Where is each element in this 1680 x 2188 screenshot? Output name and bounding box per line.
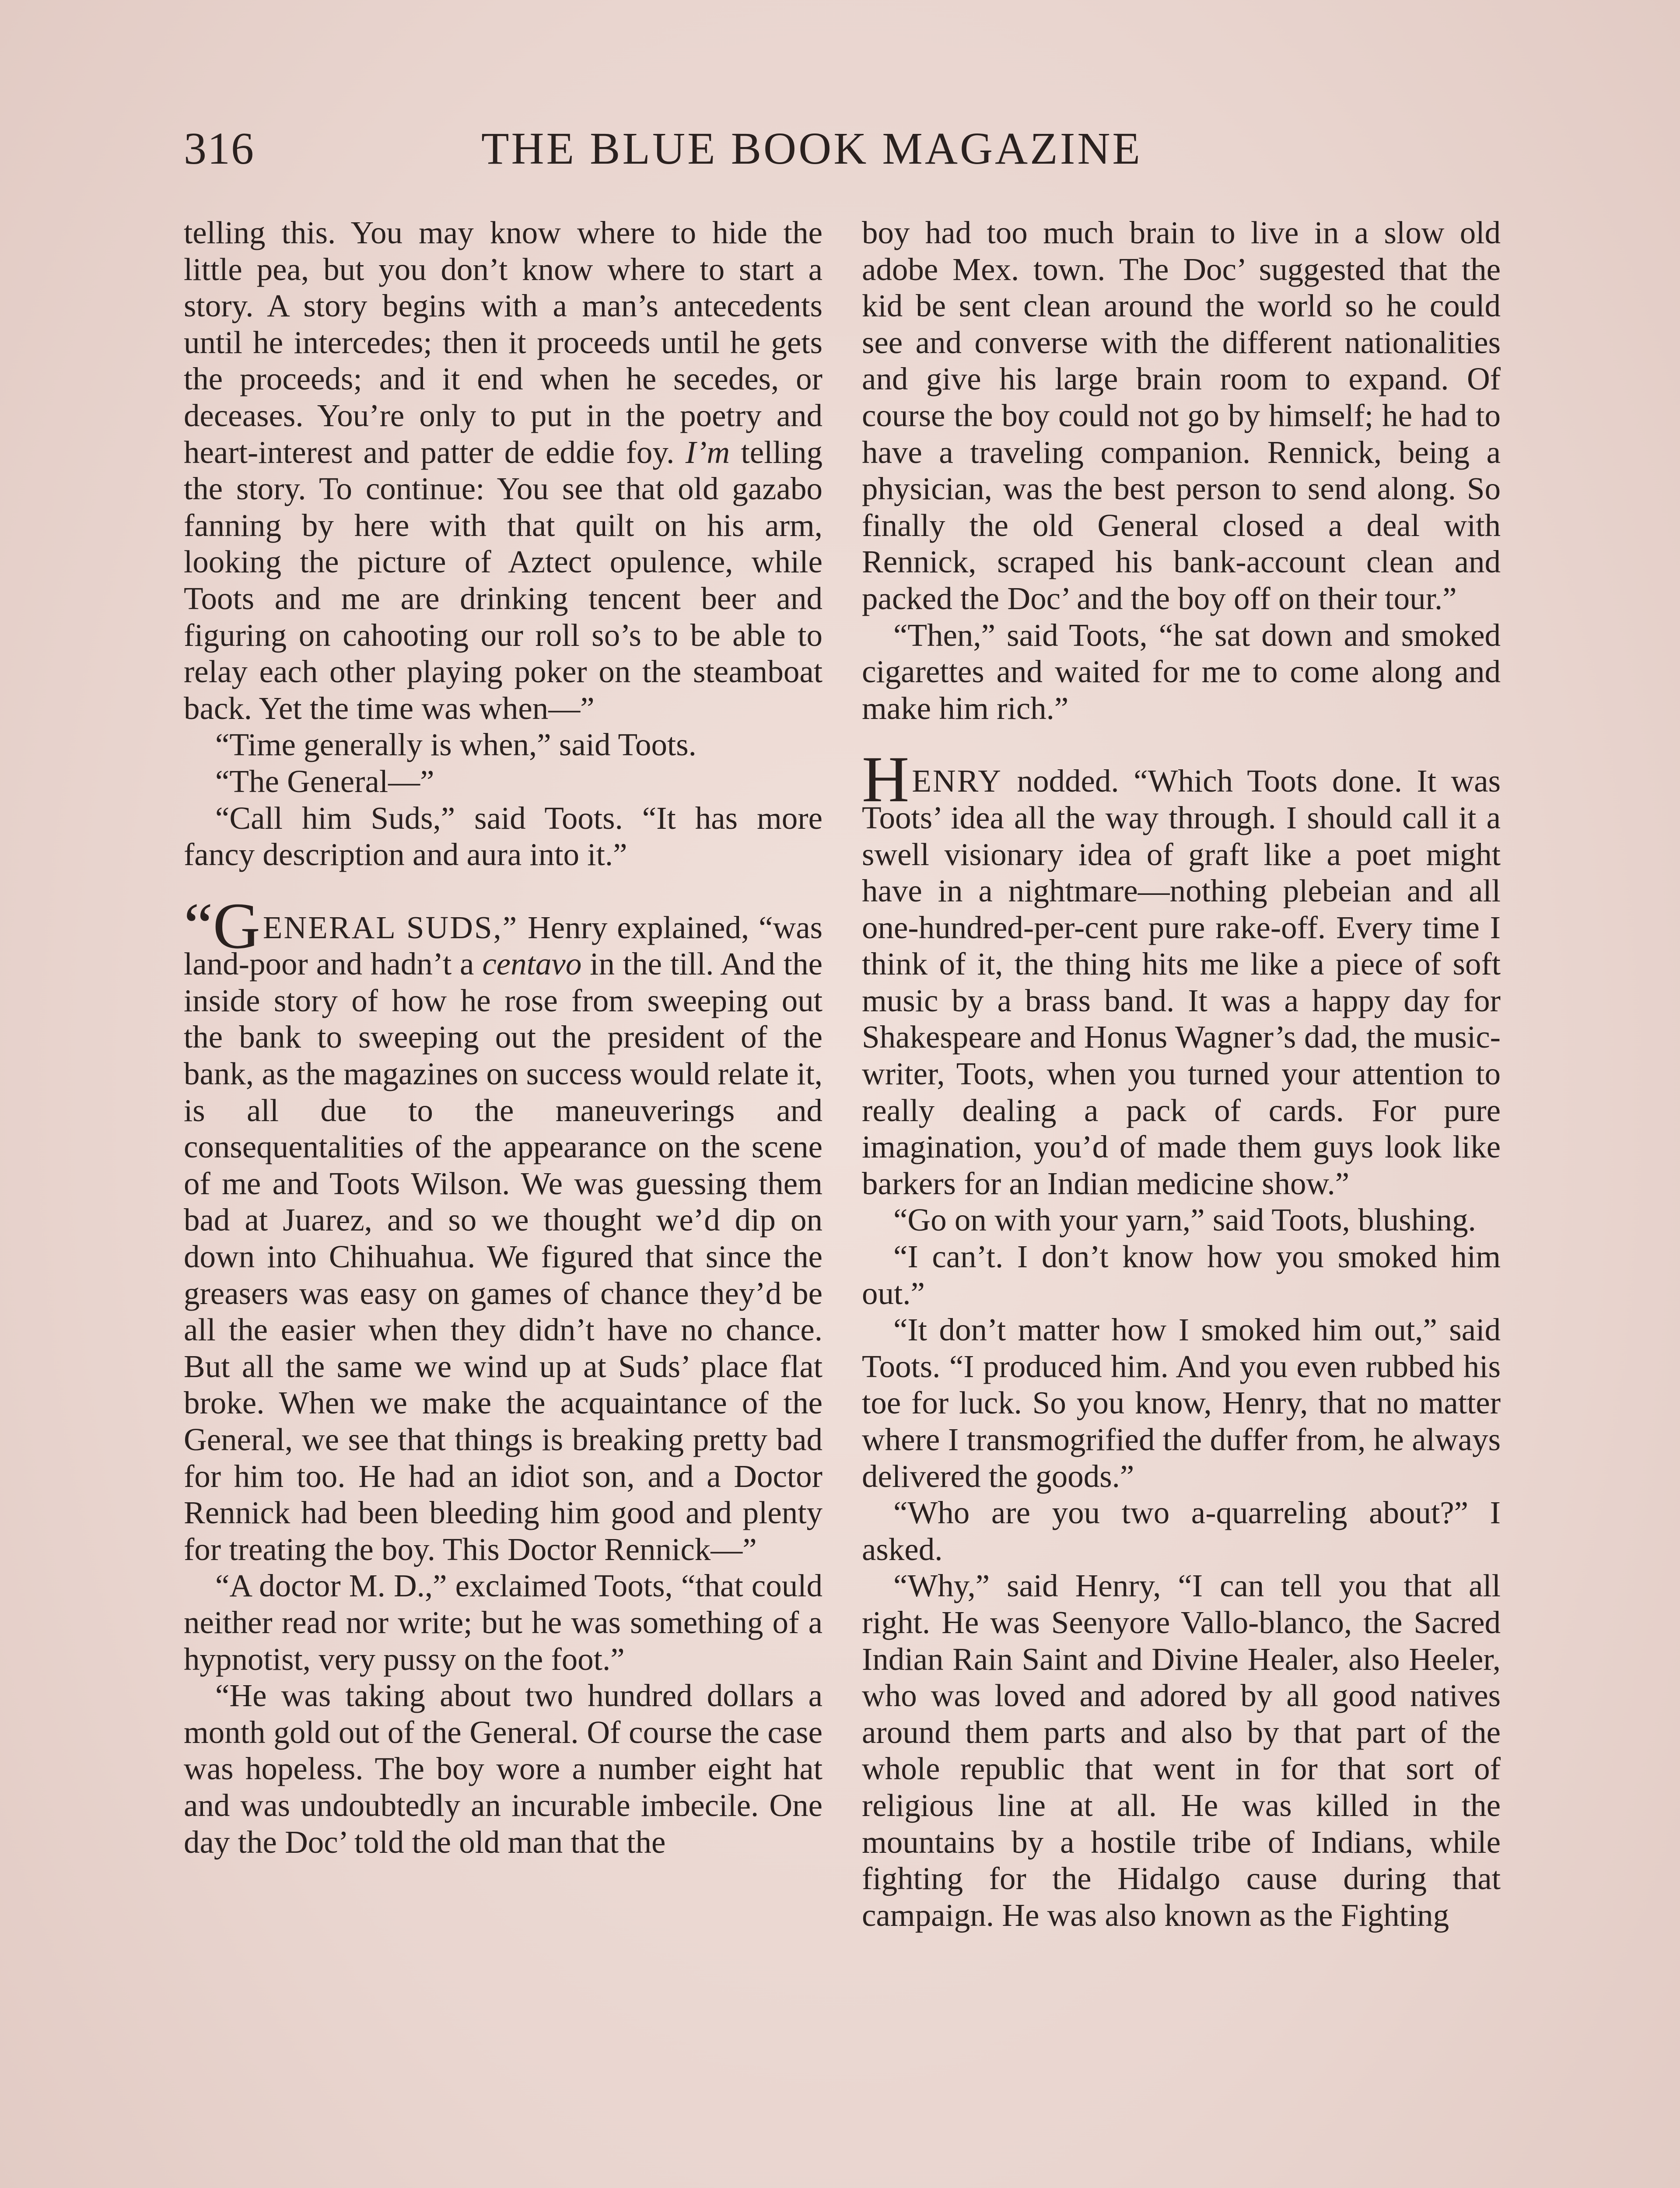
right-column bbox=[862, 214, 1501, 1933]
running-title: THE BLUE BOOK MAGAZINE bbox=[481, 123, 1142, 174]
left-column bbox=[184, 214, 822, 1860]
paragraph: “Call him Suds,” said Toots. “It has more fancy description and aura into it.” bbox=[184, 800, 822, 873]
small-caps-lead: ENRY bbox=[912, 763, 1003, 799]
paragraph: “Then,” said Toots, “he sat down and smoked cigarettes and waited for me to come along and make him rich.” bbox=[862, 617, 1501, 726]
paragraph: “Go on with your yarn,” said Toots, blushing. bbox=[893, 1202, 1476, 1238]
paragraph: “The General—” bbox=[215, 763, 434, 799]
paragraph: “Why,” said Henry, “I can tell you that all right. He was Seenyore Vallo-blanco, the Sacred Indian Rain Saint and Divine Healer, also Heeler, who was loved and adored by all good natives around them parts and also by that part of the whole republic that went in for that sort of religious line at all. He was killed in the mountains by a hostile tribe of Indians, while fighting for the Hidalgo cause during that campaign. He was also known as the Fighting bbox=[862, 1568, 1501, 1933]
paragraph: “He was taking about two hundred dollars a month gold out of the General. Of course the case was hopeless. The boy wore a number eight hat and was undoubtedly an incurable imbecile. One day the Doc’ told the old man that the bbox=[184, 1678, 822, 1860]
drop-cap: H bbox=[862, 743, 910, 816]
section-opening-paragraph: “GENERAL SUDS,” Henry explained, “was land-poor and hadn’t a centavo in the till. And the inside story of how he rose from sweeping out the bank to sweeping out the president of the bank, as the magazines on success would relate it, is all due to the maneuverings and consequentalities of the appearance on the scene of me and Toots Wilson. We was guessing them bad at Juarez, and so we thought we’d dip on down into Chihuahua. We figured that since the greasers was easy on games of chance they’d be all the easier when they didn’t have no chance. But all the same we wind up at Suds’ place flat broke. When we make the acquaintance of the General, we see that things is breaking pretty bad for him too. He had an idiot son, and a Doctor Rennick had been bleeding him good and plenty for treating the boy. This Doctor Rennick—” bbox=[184, 889, 823, 1567]
italic-word: I’m bbox=[685, 434, 730, 470]
paragraph: “It don’t matter how I smoked him out,” said Toots. “I produced him. And you even rubbed his toe for luck. So you know, Henry, that no matter where I transmogrified the duffer from, he always delivered the goods.” bbox=[862, 1312, 1501, 1494]
drop-cap: “G bbox=[184, 889, 260, 962]
paragraph: “A doctor M. D.,” exclaimed Toots, “that could neither read nor write; but he was something of a hypnotist, very pussy on the foot.” bbox=[184, 1568, 822, 1677]
paragraph: “Time generally is when,” said Toots. bbox=[215, 727, 696, 763]
section-opening-paragraph: HENRY nodded. “Which Toots done. It was Toots’ idea all the way through. I should call it a swell visionary idea of graft like a poet might have in a nightmare—nothing plebeian and all one-hundred-per-cent pure rake-off. Every time I think of it, the thing hits me like a piece of soft music by a brass band. It was a happy day for Shakespeare and Honus Wagner’s dad, the music-writer, Toots, when you turned your attention to really dealing a pack of cards. For pure imagination, you’d of made them guys look like barkers for an Indian medicine show.” bbox=[862, 743, 1501, 1201]
paragraph: “Who are you two a-quarreling about?” I asked. bbox=[862, 1495, 1501, 1567]
page-header bbox=[184, 118, 1505, 179]
paragraph: “I can’t. I don’t know how you smoked him out.” bbox=[862, 1239, 1501, 1311]
paragraph: telling this. You may know where to hide the little pea, but you don’t know where to start a story. A story begins with a man’s antecedents until he intercedes; then it proceeds until he gets the proceeds; and it end when he secedes, or deceases. You’re only to put in the poetry and heart-interest and patter de eddie foy. I’m telling the story. To continue: You see that old gazabo fanning by here with that quilt on his arm, looking the picture of Aztect opulence, while Toots and me are drinking tencent beer and figuring on cahooting our roll so’s to be able to relay each other playing poker on the steamboat back. Yet the time was when—” bbox=[184, 215, 823, 726]
small-caps-lead: ENERAL SUDS,” bbox=[262, 909, 518, 945]
paragraph: boy had too much brain to live in a slow old adobe Mex. town. The Doc’ suggested that the kid be sent clean around the world so he could see and converse with the different nationalities and give his large brain room to expand. Of course the boy could not go by himself; he had to have a traveling companion. Rennick, being a physician, was the best person to send along. So finally the old General closed a deal with Rennick, scraped his bank-account clean and packed the Doc’ and the boy off on their tour.” bbox=[862, 215, 1501, 616]
italic-word: centavo bbox=[482, 946, 582, 982]
page-number: 316 bbox=[184, 123, 255, 174]
